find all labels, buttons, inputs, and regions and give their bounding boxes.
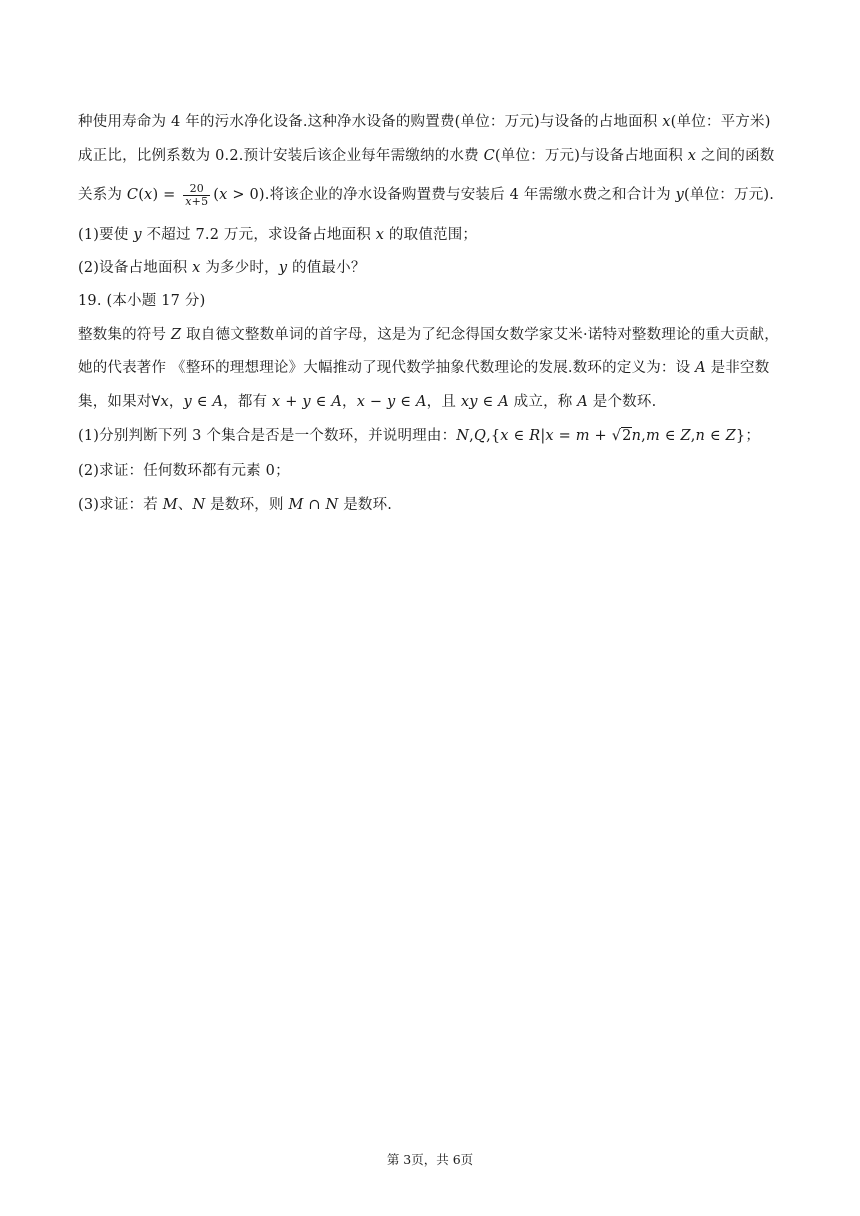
question-19-intro-line-3: 集，如果对∀𝑥，𝑦 ∈ 𝐴，都有 𝑥 + 𝑦 ∈ 𝐴，𝑥 − 𝑦 ∈ 𝐴，且 𝑥𝑦 ∈ 𝐴 成立，称 𝐴 是个数环. xyxy=(78,394,657,410)
question-19-part-3: (3)求证：若 𝑀、𝑁 是数环，则 𝑀 ∩ 𝑁 是数环. xyxy=(78,497,393,513)
cost-function-prefix: 关系为 𝐶(𝑥) = xyxy=(78,187,181,203)
cost-function-suffix: (𝑥 > 0).将该企业的净水设备购置费与安装后 4 年需缴水费之和合计为 𝑦(单位：万元). xyxy=(213,187,775,203)
question-19-part-2: (2)求证：任何数环都有元素 0； xyxy=(78,463,290,479)
question-19-part-1 xyxy=(78,425,784,447)
sqrt-sign: √ xyxy=(611,428,622,444)
problem-18-text-line-2: 成正比，比例系数为 0.2.预计安装后该企业每年需缴纳的水费 𝐶(单位：万元)与设备占地面积 𝑥 之间的函数 xyxy=(78,148,775,164)
page-footer: 第 3页，共 6页 xyxy=(386,1152,474,1167)
question-19-intro-line-2: 她的代表著作 《整环的理想理论》大幅推动了现代数学抽象代数理论的发展.数环的定义为：设 𝐴 是非空数 xyxy=(78,360,770,376)
problem-18-text-line-3 xyxy=(78,180,784,210)
fraction-denominator: 𝑥+5 xyxy=(185,194,209,208)
question-18-part-1: (1)要使 𝑦 不超过 7.2 万元，求设备占地面积 𝑥 的取值范围； xyxy=(78,227,478,243)
fraction-numerator: 20 xyxy=(183,183,210,196)
part-1-text-before-sqrt: (1)分别判断下列 3 个集合是否是一个数环，并说明理由：𝑁,𝑄,{𝑥 ∈ 𝑅|𝑥 = 𝑚 + xyxy=(78,428,612,444)
problem-18-text-line-1: 种使用寿命为 4 年的污水净化设备.这种净水设备的购置费(单位：万元)与设备的占地面积 𝑥(单位：平方米) xyxy=(78,114,771,130)
sqrt-radicand: 2 xyxy=(622,428,632,444)
part-1-text-after-sqrt: 𝑛,𝑚 ∈ 𝑍,𝑛 ∈ 𝑍}； xyxy=(631,428,761,444)
question-18-part-2: (2)设备占地面积 𝑥 为多少时，𝑦 的值最小？ xyxy=(78,260,366,276)
question-19-intro-line-1: 整数集的符号 𝑍 取自德文整数单词的首字母，这是为了纪念得国女数学家艾米·诺特对整数理论的重大贡献， xyxy=(78,327,779,343)
cost-function-fraction xyxy=(183,183,210,208)
question-19-heading: 19. (本小题 17 分) xyxy=(78,293,206,309)
